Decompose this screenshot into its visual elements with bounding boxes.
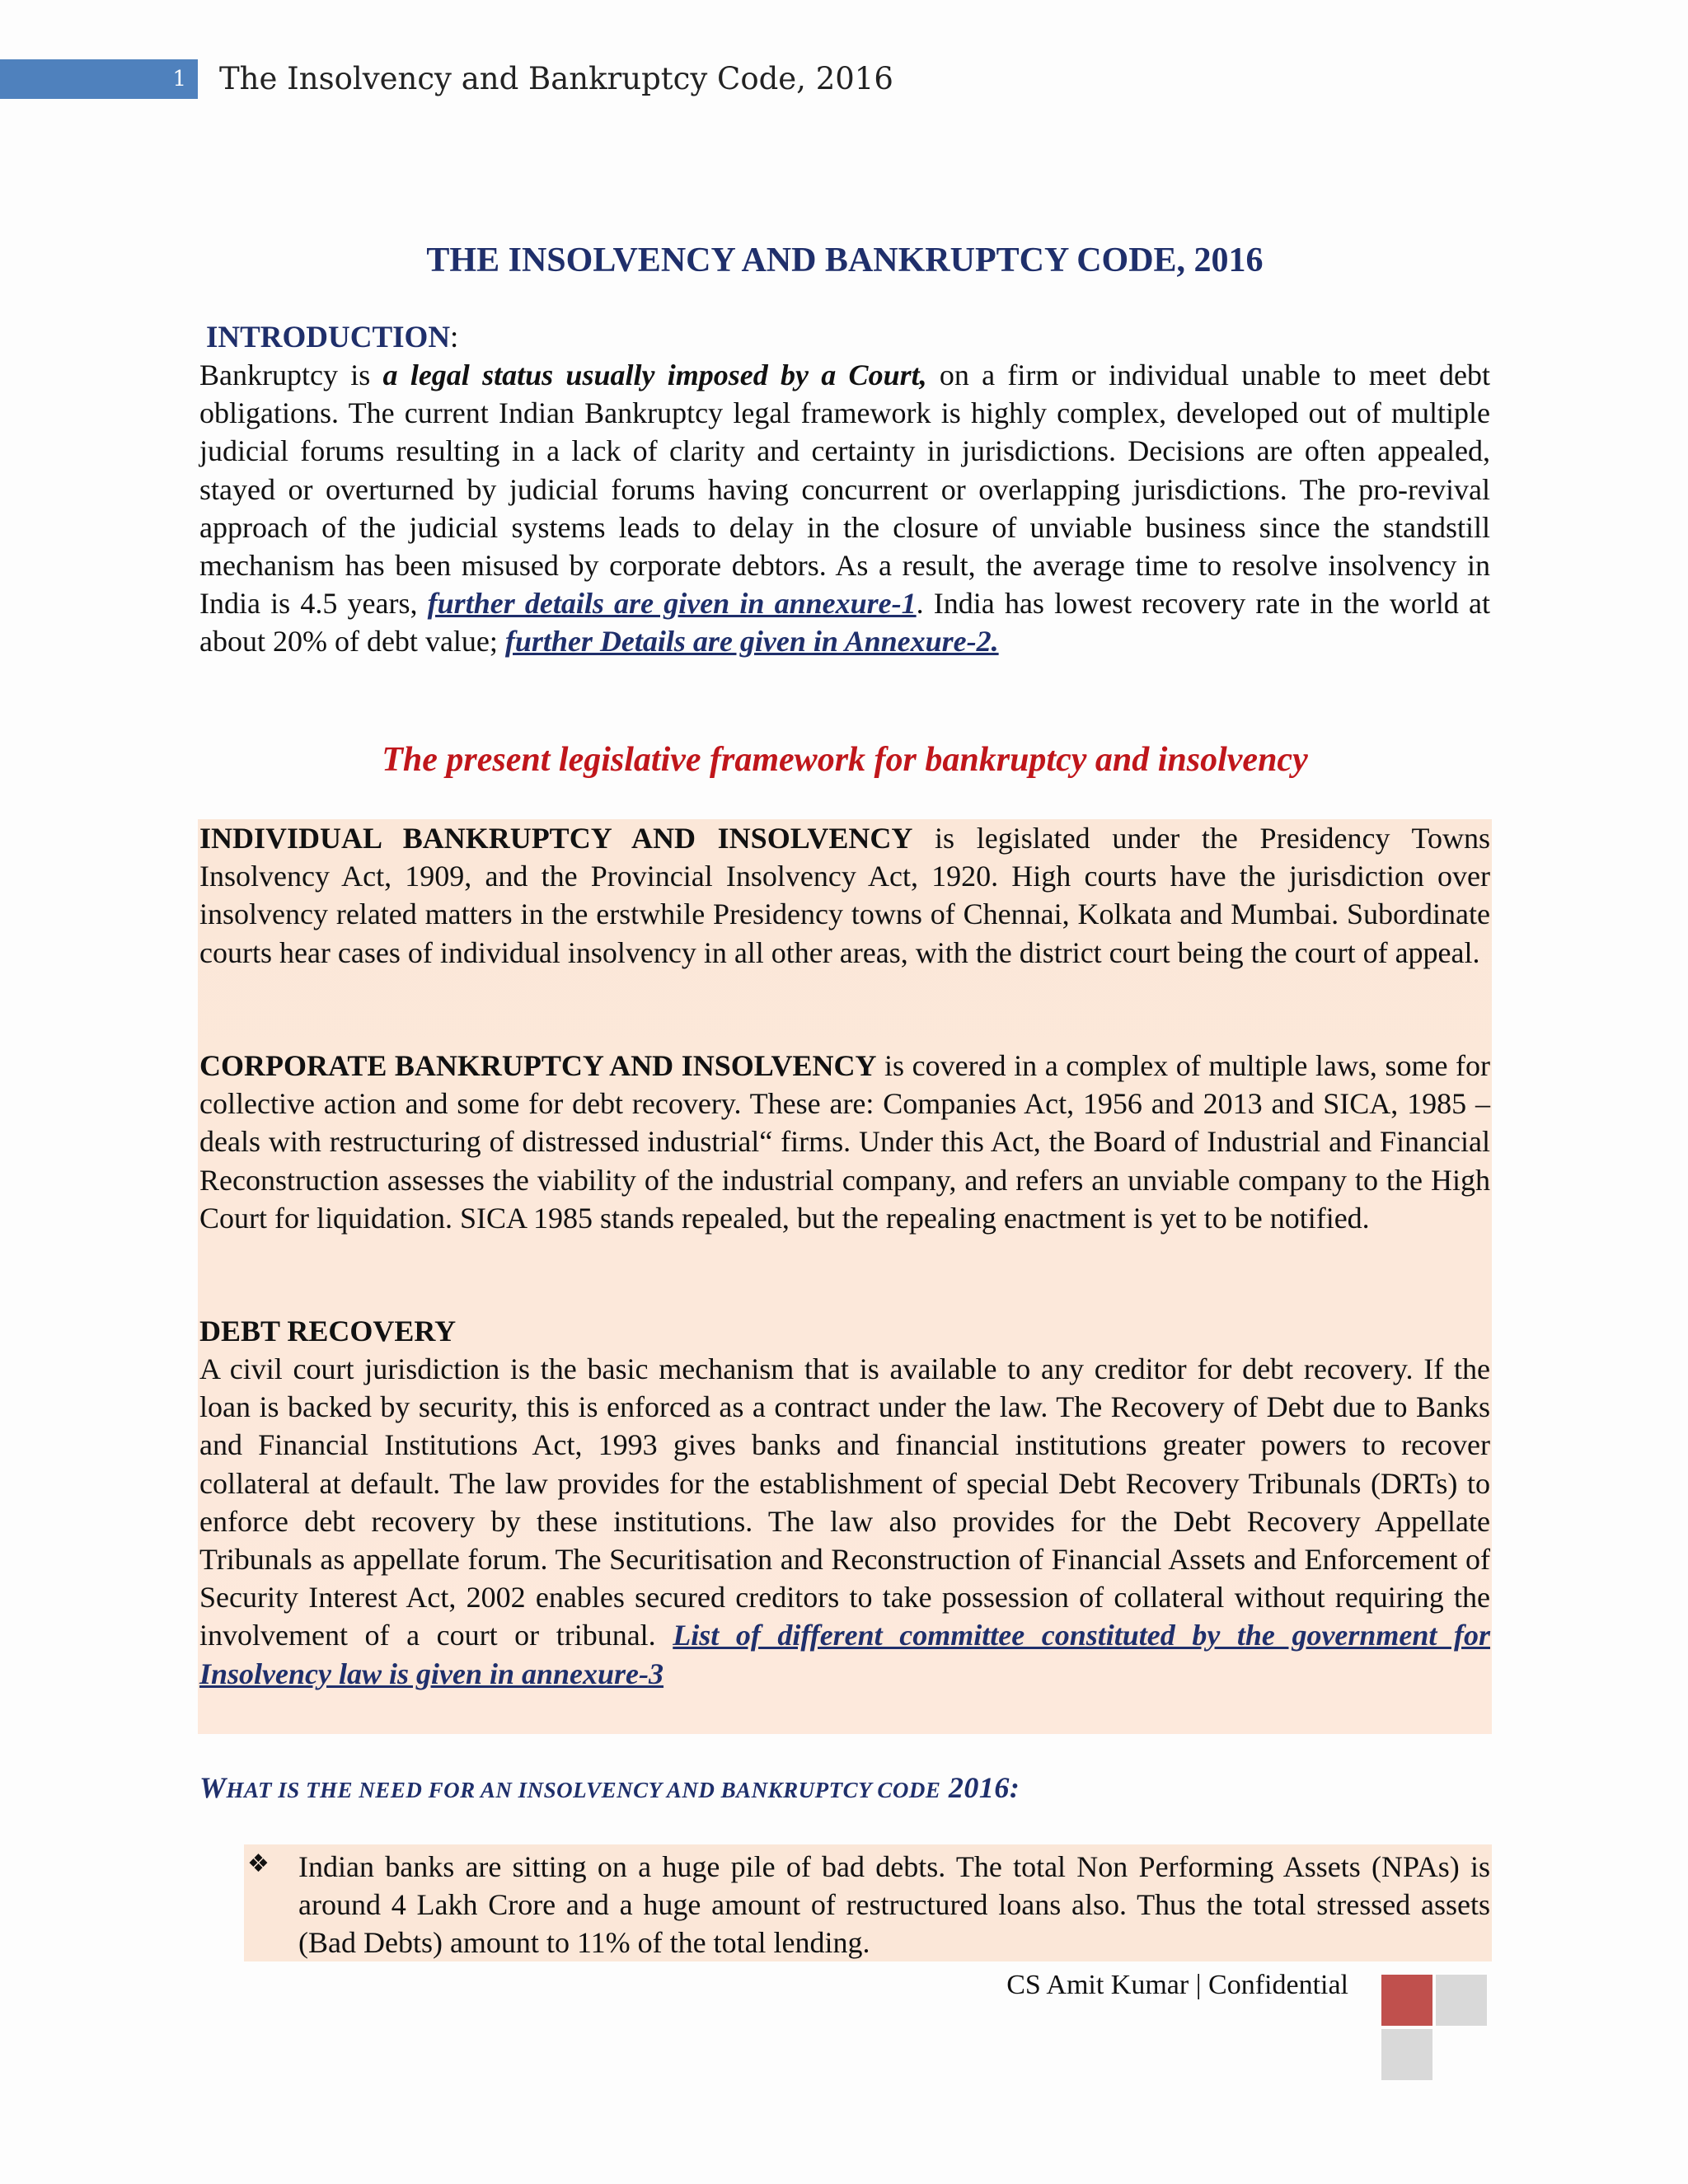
intro-emphasis: a legal status usually imposed by a Court, [382, 359, 927, 391]
intro-heading [206, 320, 458, 355]
intro-text-rest: on a firm or individual unable to meet debt obligations. The current Indian Bankruptcy legal framework is highly complex, developed out of multiple judicial forums resulting in a lack of clarity and certainty in jurisdictions. Decisions are often appealed, stayed or overturned by judicial forums having concurrent or overlapping jurisdictions. The pro-revival approach of the judicial systems leads to delay in the closure of unviable business since the standstill mechanism has been misused by corporate debtors. As a result, the average time to resolve insolvency in India is 4.5 years, [199, 359, 1490, 621]
corporate-bankruptcy-paragraph [199, 1047, 1490, 1237]
footer-logo-red-square [1381, 1975, 1432, 2026]
debt-recovery-heading: DEBT RECOVERY [199, 1315, 457, 1347]
annexure-2-link[interactable]: further Details are given in Annexure-2. [504, 625, 999, 658]
footer-logo-gray-square [1381, 2029, 1432, 2080]
running-title: The Insolvency and Bankruptcy Code, 2016 [219, 61, 893, 96]
corporate-text: is covered in a complex of multiple laws, some for collective action and some for debt recovery. These are: Companies Act, 1956 and 2013 and SICA, 1985 – deals with restructuring of distressed industrial“ firms. Under this Act, the Board of Industrial and Financial Reconstruction assesses the viability of the industrial company, and refers an unviable company to the High Court for liquidation. SICA 1985 stands repealed, but the repealing enactment is yet to be notified. [199, 1049, 1490, 1235]
annexure-1-link[interactable]: further details are given in annexure-1 [427, 587, 917, 621]
individual-heading: INDIVIDUAL BANKRUPTCY AND INSOLVENCY [199, 822, 913, 855]
intro-heading-label: INTRODUCTION [206, 321, 451, 354]
need-heading-year: 2016: [940, 1771, 1020, 1804]
diamond-bullet-icon: ❖ [247, 1849, 270, 1878]
document-title: THE INSOLVENCY AND BANKRUPTCY CODE, 2016 [426, 241, 1264, 279]
need-heading-smallcaps: HAT IS THE NEED FOR AN INSOLVENCY AND BANKRUPTCY CODE [226, 1778, 941, 1802]
intro-paragraph [199, 356, 1490, 661]
annexure-3-link[interactable]: List of different committee constituted by the government for Insolvency law is given in annexure-3 [199, 1619, 1490, 1690]
individual-text: is legislated under the Presidency Towns Insolvency Act, 1909, and the Provincial Insolvency Act, 1920. High courts have the jurisdiction over insolvency related matters in the erstwhile Presidency towns of Chennai, Kolkata and Mumbai. Subordinate courts hear cases of individual insolvency in all other areas, with the district court being the court of appeal. [199, 822, 1490, 969]
corporate-heading: CORPORATE BANKRUPTCY AND INSOLVENCY [199, 1049, 877, 1082]
footer-logo-gray-square [1436, 1975, 1487, 2026]
framework-heading: The present legislative framework for bankruptcy and insolvency [382, 741, 1308, 779]
debt-text: A civil court jurisdiction is the basic mechanism that is available to any creditor for debt recovery. If the loan is backed by security, this is enforced as a contract under the law. The Recovery of Debt due to Banks and Financial Institutions Act, 1993 gives banks and financial institutions greater powers to recover collateral at default. The law provides for the establishment of special Debt Recovery Tribunals (DRTs) to enforce debt recovery by these institutions. The law also provides for the Debt Recovery Appellate Tribunals as appellate forum. The Securitisation and Reconstruction of Financial Assets and Enforcement of Security Interest Act, 2002 enables secured creditors to take possession of collateral without requiring the involvement of a court or tribunal. [199, 1352, 1490, 1652]
individual-bankruptcy-paragraph [199, 819, 1490, 972]
intro-text-mid: . India has lowest recovery rate in the world at about 20% of debt value; [199, 587, 1491, 658]
need-heading-initial: W [199, 1771, 227, 1804]
footer-text: CS Amit Kumar | Confidential [1006, 1970, 1348, 2000]
intro-text-start: Bankruptcy is [199, 359, 383, 391]
intro-heading-colon: : [450, 321, 459, 354]
need-heading [199, 1770, 1020, 1805]
debt-recovery-paragraph [199, 1350, 1490, 1693]
page-number: 1 [0, 59, 198, 99]
npa-bullet-text: Indian banks are sitting on a huge pile of bad debts. The total Non Performing Assets (NPAs) is around 4 Lakh Crore and a huge amount of restructured loans also. Thus the total stressed assets (Bad Debts) amount to 11% of the total lending. [298, 1850, 1490, 1960]
